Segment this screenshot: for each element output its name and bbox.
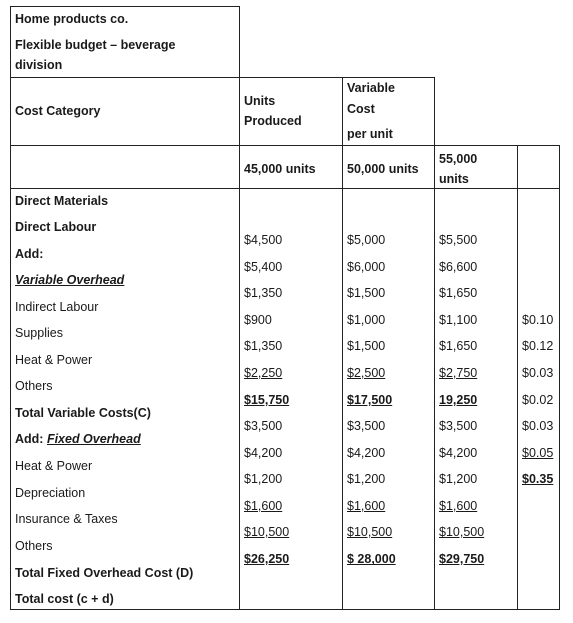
label-direct-labour: Direct Labour	[15, 220, 97, 234]
cell-45k: $1,200	[244, 472, 283, 486]
variable-cost-header-1: Variable	[347, 81, 395, 95]
label-total-variable: Total Variable Costs(C)	[15, 406, 151, 420]
cell-55k: $1,650	[439, 339, 478, 353]
cell-55k: $5,500	[439, 233, 478, 247]
cell-45k: $10,500	[244, 525, 290, 539]
cell-45k: $5,400	[244, 260, 283, 274]
cell-45k: $4,500	[244, 233, 283, 247]
units-produced-header-2: Produced	[244, 114, 302, 128]
cell-per-unit: $0.10	[522, 313, 554, 327]
cell-per-unit: $0.02	[522, 393, 554, 407]
cell-55k: $1,100	[439, 313, 478, 327]
cell-55k-total: 19,250	[439, 393, 478, 407]
cell-45k: $1,350	[244, 286, 283, 300]
label-add-fixed-prefix: Add:	[15, 432, 47, 446]
cell-50k-total-text: $ 28,000	[347, 552, 396, 566]
cell-55k: $3,500	[439, 419, 478, 433]
label-heat-power-variable: Heat & Power	[15, 353, 93, 367]
column-55k-header-1: 55,000	[439, 152, 478, 166]
label-fixed-overhead: Fixed Overhead	[46, 432, 141, 446]
cell-45k: $1,600	[244, 499, 283, 513]
cell-45k: $4,200	[244, 446, 283, 460]
cell-45k: $3,500	[244, 419, 283, 433]
column-45k-header: 45,000 units	[244, 162, 316, 176]
label-total-fixed: Total Fixed Overhead Cost (D)	[15, 566, 194, 580]
label-supplies: Supplies	[15, 326, 63, 340]
cost-category-header: Cost Category	[15, 104, 101, 118]
variable-cost-header-2: Cost	[347, 102, 375, 116]
units-produced-header-1: Units	[244, 94, 276, 108]
cell-50k: $2,500	[347, 366, 386, 380]
label-total-cost: Total cost (c + d)	[15, 592, 114, 606]
cell-50k: $3,500	[347, 419, 386, 433]
cell-50k: $1,600	[347, 499, 386, 513]
cell-45k: $1,350	[244, 339, 283, 353]
label-heat-power-fixed: Heat & Power	[15, 459, 93, 473]
label-others-fixed: Others	[15, 539, 53, 553]
cell-per-unit: $0.03	[522, 419, 554, 433]
cell-50k-total: $17,500	[347, 393, 393, 407]
cell-50k: $4,200	[347, 446, 386, 460]
label-indirect-labour: Indirect Labour	[15, 300, 99, 314]
cell-50k: $5,000	[347, 233, 386, 247]
column-55k-header-2: units	[439, 172, 469, 186]
cell-45k-total: $26,250	[244, 552, 290, 566]
cell-50k: $1,500	[347, 286, 386, 300]
cell-50k: $6,000	[347, 260, 386, 274]
cell-per-unit: $0.03	[522, 366, 554, 380]
cell-55k-total: $29,750	[439, 552, 485, 566]
cell-per-unit-total: $0.35	[522, 472, 554, 486]
cell-55k: $1,650	[439, 286, 478, 300]
label-add: Add:	[15, 247, 44, 261]
label-variable-overhead: Variable Overhead	[15, 273, 125, 287]
cell-45k: $900	[244, 313, 272, 327]
cell-55k: $6,600	[439, 260, 478, 274]
column-50k-header: 50,000 units	[347, 162, 419, 176]
label-add-fixed-overhead	[15, 431, 141, 447]
cell-55k: $10,500	[439, 525, 485, 539]
label-depreciation: Depreciation	[15, 486, 86, 500]
cell-50k: $1,000	[347, 313, 386, 327]
cell-50k: $1,500	[347, 339, 386, 353]
company-name: Home products co.	[15, 12, 129, 26]
cell-50k: $10,500	[347, 525, 393, 539]
cell-55k: $4,200	[439, 446, 478, 460]
label-insurance-taxes: Insurance & Taxes	[15, 512, 118, 526]
cell-50k: $1,200	[347, 472, 386, 486]
label-others-variable: Others	[15, 379, 53, 393]
budget-title-line1: Flexible budget – beverage	[15, 38, 176, 52]
label-direct-materials: Direct Materials	[15, 194, 109, 208]
cell-50k-total	[347, 551, 396, 567]
cell-55k: $1,200	[439, 472, 478, 486]
cell-per-unit: $0.12	[522, 339, 554, 353]
cell-55k: $2,750	[439, 366, 478, 380]
budget-title-line2: division	[15, 58, 63, 72]
cell-per-unit: $0.05	[522, 446, 554, 460]
cell-55k: $1,600	[439, 499, 478, 513]
variable-cost-header-3: per unit	[347, 127, 393, 141]
cell-45k-total: $15,750	[244, 393, 290, 407]
cell-45k: $2,250	[244, 366, 283, 380]
